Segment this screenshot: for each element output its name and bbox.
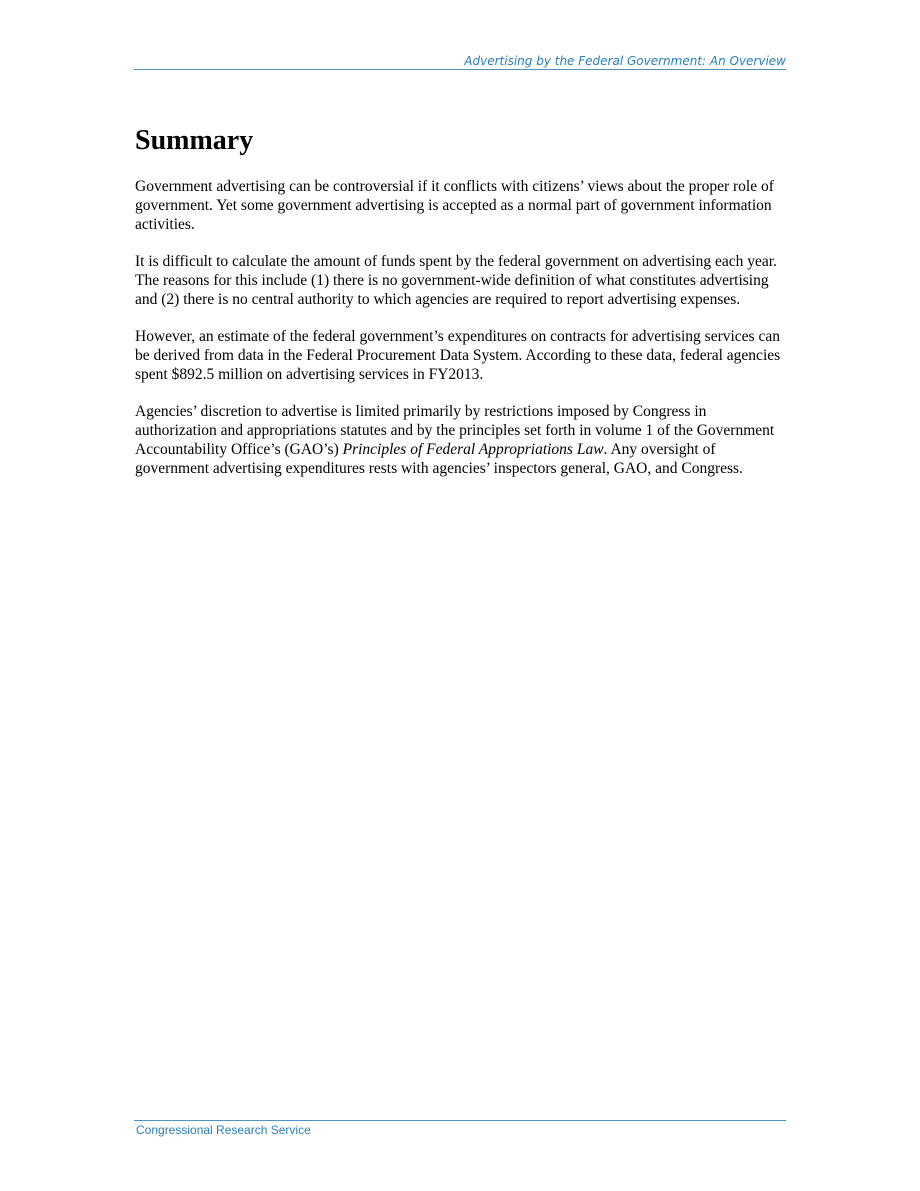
publication-title: Principles of Federal Appropriations Law — [342, 441, 604, 458]
section-title: Summary — [135, 125, 254, 156]
paragraph-4-text-end: . Any oversight of government advertising expenditures rests with agencies’ inspectors general, GAO, and Congress. — [135, 441, 743, 477]
paragraph-4-text-start: Agencies’ discretion to advertise is limited primarily by restrictions imposed by Congress in authorization and appropriations statutes and by the principles set forth in volume 1 of the Government Accountability Office’s (GAO’s) — [135, 403, 775, 458]
running-header: Advertising by the Federal Government: An Overview — [464, 54, 786, 68]
header-rule — [134, 69, 786, 70]
footer-publisher: Congressional Research Service — [136, 1123, 311, 1137]
summary-paragraph-2: It is difficult to calculate the amount of funds spent by the federal government on advertising each year. The reasons for this include (1) there is no government-wide definition of what constitutes advertising and (2) there is no central authority to which agencies are required to report advertising expenses. — [135, 253, 777, 308]
footer-rule — [134, 1120, 786, 1121]
summary-paragraph-1: Government advertising can be controversial if it conflicts with citizens’ views about the proper role of government. Yet some government advertising is accepted as a normal part of government information activities. — [135, 178, 774, 233]
summary-paragraph-4 — [135, 402, 790, 478]
summary-paragraph-3: However, an estimate of the federal government’s expenditures on contracts for advertising services can be derived from data in the Federal Procurement Data System. According to these data, federal agencies spent $892.5 million on advertising services in FY2013. — [135, 328, 781, 383]
summary-section — [135, 124, 790, 478]
